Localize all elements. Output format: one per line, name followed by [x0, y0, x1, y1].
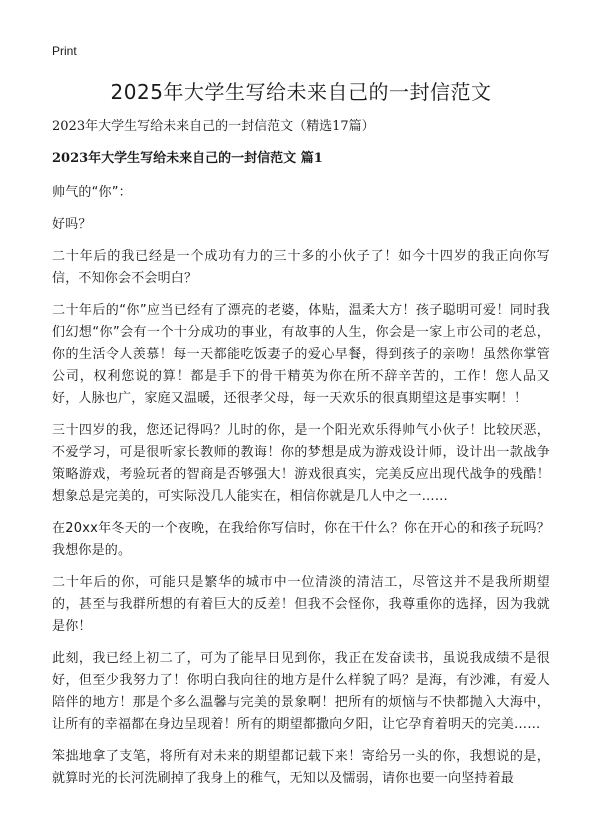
letter-paragraph: 此刻，我已经上初二了，可为了能早日见到你，我正在发奋读书，虽说我成绩不是很好，但至少我努力了！你明白我向往的地方是什么样貌了吗？是海，有沙滩，有爱人陪伴的地方！那是个多么温馨与完美的景象啊！把所有的烦恼与不快都抛入大海中，让所有的幸福都在身边呈现着！所有的期望都撒向夕阳，让它孕育着明天的完美……	[52, 651, 550, 732]
section-heading: 2023年大学生写给未来自己的一封信范文 篇1	[52, 151, 323, 166]
document-subtitle: 2023年大学生写给未来自己的一封信范文（精选17篇）	[52, 119, 375, 134]
letter-body	[52, 182, 550, 790]
letter-paragraph: 二十年后的你，可能只是繁华的城市中一位清淡的清洁工，尽管这并不是我所期望的，甚至与我群所想的有着巨大的反差！但我不会怪你，我尊重你的选择，因为我就是你！	[52, 575, 550, 634]
letter-paragraph: 二十年后的“你”应当已经有了漂亮的老婆，体贴，温柔大方！孩子聪明可爱！同时我们幻想“你”会有一个十分成功的事业，有故事的人生，你会是一家上市公司的老总，你的生活令人羡慕！每一天都能吃饭妻子的爱心早餐，得到孩子的亲吻！虽然你掌管公司，权利您说的算！都是手下的骨干精英为你在所不辞辛苦的，工作！您人品又好，人脉也广，家庭又温暖，还很孝父母，每一天欢乐的很真期望这是事实啊！！	[52, 303, 550, 406]
letter-paragraph: 在20xx年冬天的一个夜晚，在我给你写信时，你在干什么？你在开心的和孩子玩吗？我想你是的。	[52, 521, 550, 558]
letter-paragraph: 笨拙地拿了支笔，将所有对未来的期望都记载下来！寄给另一头的你，我想说的是，就算时光的长河洗刷掉了我身上的稚气，无知以及懦弱，请你也要一向坚持着最	[52, 749, 550, 786]
letter-paragraph: 好吗？	[52, 217, 92, 232]
letter-greeting: 帅气的“你”：	[52, 185, 132, 200]
letter-paragraph: 三十四岁的我，您还记得吗？儿时的你，是一个阳光欢乐得帅气小伙子！比较厌恶，不爱学习，可是很听家长教师的教诲！你的梦想是成为游戏设计师，设计出一款战争策略游戏，考验玩者的智商是否够强大！游戏很真实，完美反应出现代战争的残酷！想象总是完美的，可实际没几人能实在，相信你就是几人中之一……	[52, 423, 550, 504]
letter-paragraph: 二十年后的我已经是一个成功有力的三十多的小伙子了！如今十四岁的我正向你写信，不知你会不会明白？	[52, 249, 550, 286]
print-label: Print	[52, 44, 77, 58]
page-title: 2025年大学生写给未来自己的一封信范文	[110, 80, 492, 104]
